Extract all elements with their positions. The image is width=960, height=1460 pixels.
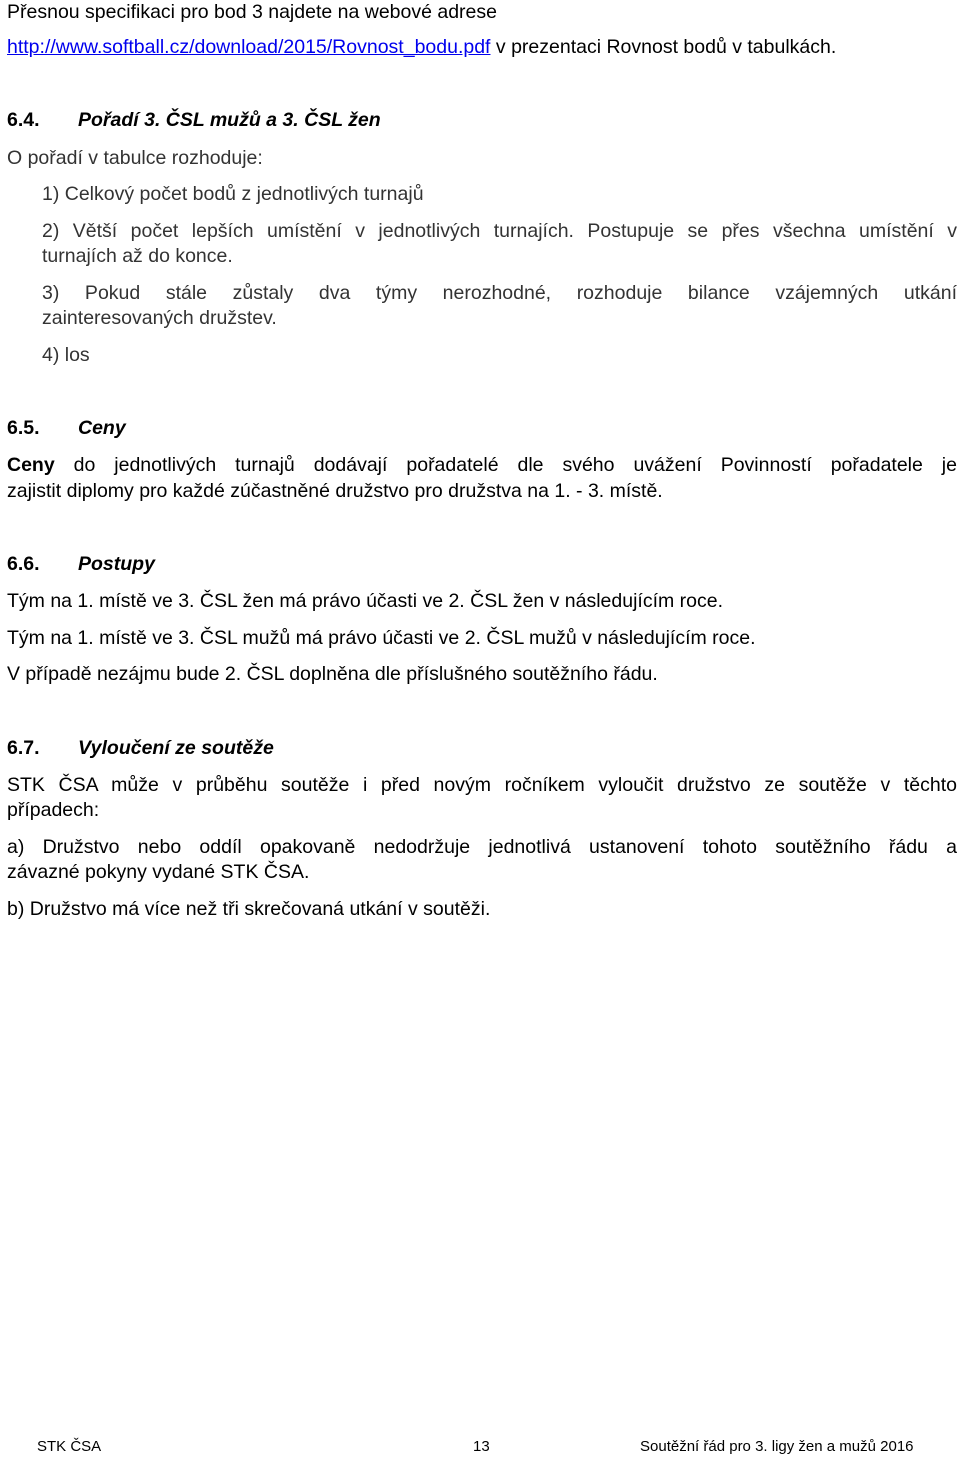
section-title: Postupy: [78, 553, 155, 575]
postupy-line-2: Tým na 1. místě ve 3. ČSL mužů má právo účasti ve 2. ČSL mužů v následujícím roce.: [7, 627, 756, 649]
section-6-5-paragraph-line-1: [7, 453, 957, 477]
intro-link-suffix: v prezentaci Rovnost bodů v tabulkách.: [490, 36, 837, 58]
footer-right: Soutěžní řád pro 3. ligy žen a mužů 2016: [640, 1438, 914, 1455]
section-title: Ceny: [78, 417, 126, 439]
page-number: 13: [473, 1438, 490, 1455]
rule-2-line-1: 2) Větší počet lepších umístění v jednotlivých turnajích. Postupuje se přes všechna umístění v: [42, 220, 957, 242]
intro-link-line: [7, 35, 836, 59]
vylouceni-item-b: b) Družstvo má více než tři skrečovaná utkání v soutěži.: [7, 898, 491, 920]
vylouceni-line-1: STK ČSA může v průběhu soutěže i před novým ročníkem vyloučit družstvo ze soutěže v těchto: [7, 774, 957, 796]
vylouceni-item-a-line-1: a) Družstvo nebo oddíl opakovaně nedodržuje jednotlivá ustanovení tohoto soutěžního řádu a: [7, 836, 957, 858]
section-6-4-lead: O pořadí v tabulce rozhoduje:: [7, 147, 263, 169]
rovnost-bodu-link[interactable]: http://www.softball.cz/download/2015/Rovnost_bodu.pdf: [7, 36, 491, 58]
ceny-bold: Ceny: [7, 454, 55, 476]
vylouceni-line-2: případech:: [7, 799, 100, 821]
ceny-text: do jednotlivých turnajů dodávají pořadatelé dle svého uvážení Povinností pořadatele je: [54, 454, 957, 476]
section-number: 6.5.: [7, 417, 40, 439]
section-6-5-paragraph-line-2: zajistit diplomy pro každé zúčastněné družstvo pro družstva na 1. - 3. místě.: [7, 480, 663, 502]
rule-3-line-1: 3) Pokud stále zůstaly dva týmy nerozhodné, rozhoduje bilance vzájemných utkání: [42, 282, 957, 304]
section-title: Vyloučení ze soutěže: [78, 737, 274, 759]
rule-3-line-2: zainteresovaných družstev.: [42, 307, 277, 329]
section-6-6-heading: [7, 552, 155, 576]
postupy-line-3: V případě nezájmu bude 2. ČSL doplněna dle příslušného soutěžního řádu.: [7, 663, 658, 685]
section-number: 6.6.: [7, 553, 40, 575]
section-number: 6.7.: [7, 737, 40, 759]
section-6-7-heading: [7, 736, 274, 760]
rule-1: 1) Celkový počet bodů z jednotlivých turnajů: [42, 183, 424, 205]
section-number: 6.4.: [7, 109, 40, 131]
intro-line: Přesnou specifikaci pro bod 3 najdete na webové adrese: [7, 1, 497, 23]
vylouceni-item-a-line-2: závazné pokyny vydané STK ČSA.: [7, 861, 310, 883]
section-6-5-heading: [7, 416, 126, 440]
footer-left: STK ČSA: [37, 1438, 102, 1455]
section-title: Pořadí 3. ČSL mužů a 3. ČSL žen: [78, 109, 381, 131]
section-6-4-heading: [7, 108, 381, 132]
rule-2-line-2: turnajích až do konce.: [42, 245, 233, 267]
rule-4: 4) los: [42, 344, 90, 366]
postupy-line-1: Tým na 1. místě ve 3. ČSL žen má právo účasti ve 2. ČSL žen v následujícím roce.: [7, 590, 724, 612]
